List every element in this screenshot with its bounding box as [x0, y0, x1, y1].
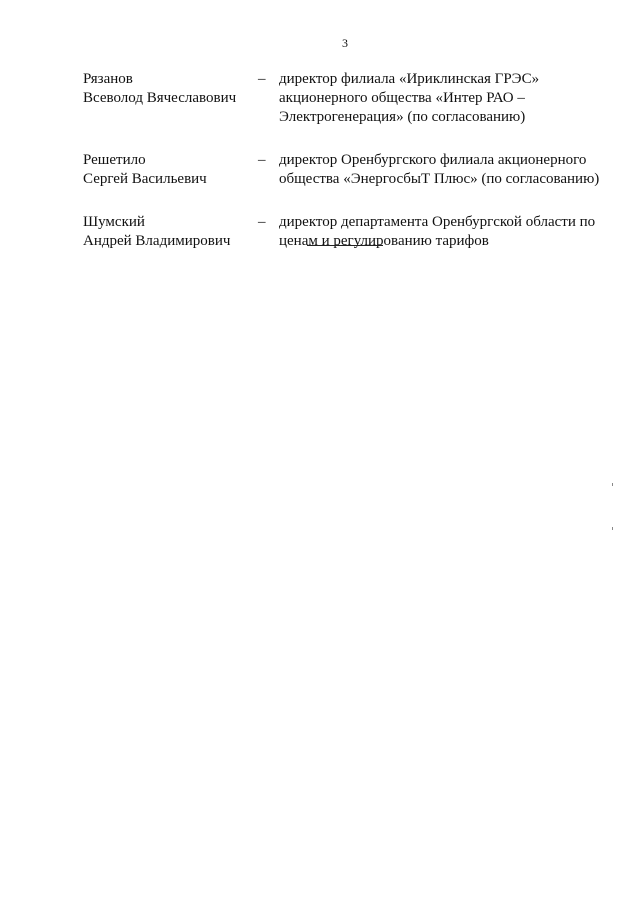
- position-line: акционерного общества «Интер РАО –: [279, 90, 525, 106]
- dash-separator: –: [258, 152, 266, 168]
- member-surname: Решетило: [83, 152, 146, 168]
- member-name: [83, 70, 258, 127]
- dash-separator: –: [258, 214, 266, 230]
- position-line: директор департамента Оренбургской области по: [279, 214, 596, 230]
- position-line: общества «ЭнергосбыТ Плюс» (по согласованию): [279, 171, 600, 187]
- position-line: ценам и регулированию тарифов: [279, 233, 489, 249]
- member-position: [279, 70, 613, 127]
- member-name: [83, 151, 258, 189]
- member-given-names: Всеволод Вячеславович: [83, 90, 237, 106]
- position-line: директор Оренбургского филиала акционерного: [279, 152, 587, 168]
- dash-separator: –: [258, 71, 266, 87]
- scan-artifact: [612, 483, 613, 486]
- scan-artifact: [612, 527, 613, 530]
- member-entry: [83, 151, 613, 189]
- position-line: Электрогенерация» (по согласованию): [279, 109, 526, 125]
- member-name: [83, 213, 258, 251]
- member-surname: Рязанов: [83, 71, 133, 87]
- member-entry: [83, 70, 613, 127]
- page-number: 3: [342, 36, 348, 50]
- member-position: [279, 151, 613, 189]
- member-surname: Шумский: [83, 214, 145, 230]
- end-separator-line: [307, 245, 383, 246]
- position-line: директор филиала «Ириклинская ГРЭС»: [279, 71, 540, 87]
- member-list: [83, 70, 613, 251]
- member-given-names: Андрей Владимирович: [83, 233, 231, 249]
- member-given-names: Сергей Васильевич: [83, 171, 207, 187]
